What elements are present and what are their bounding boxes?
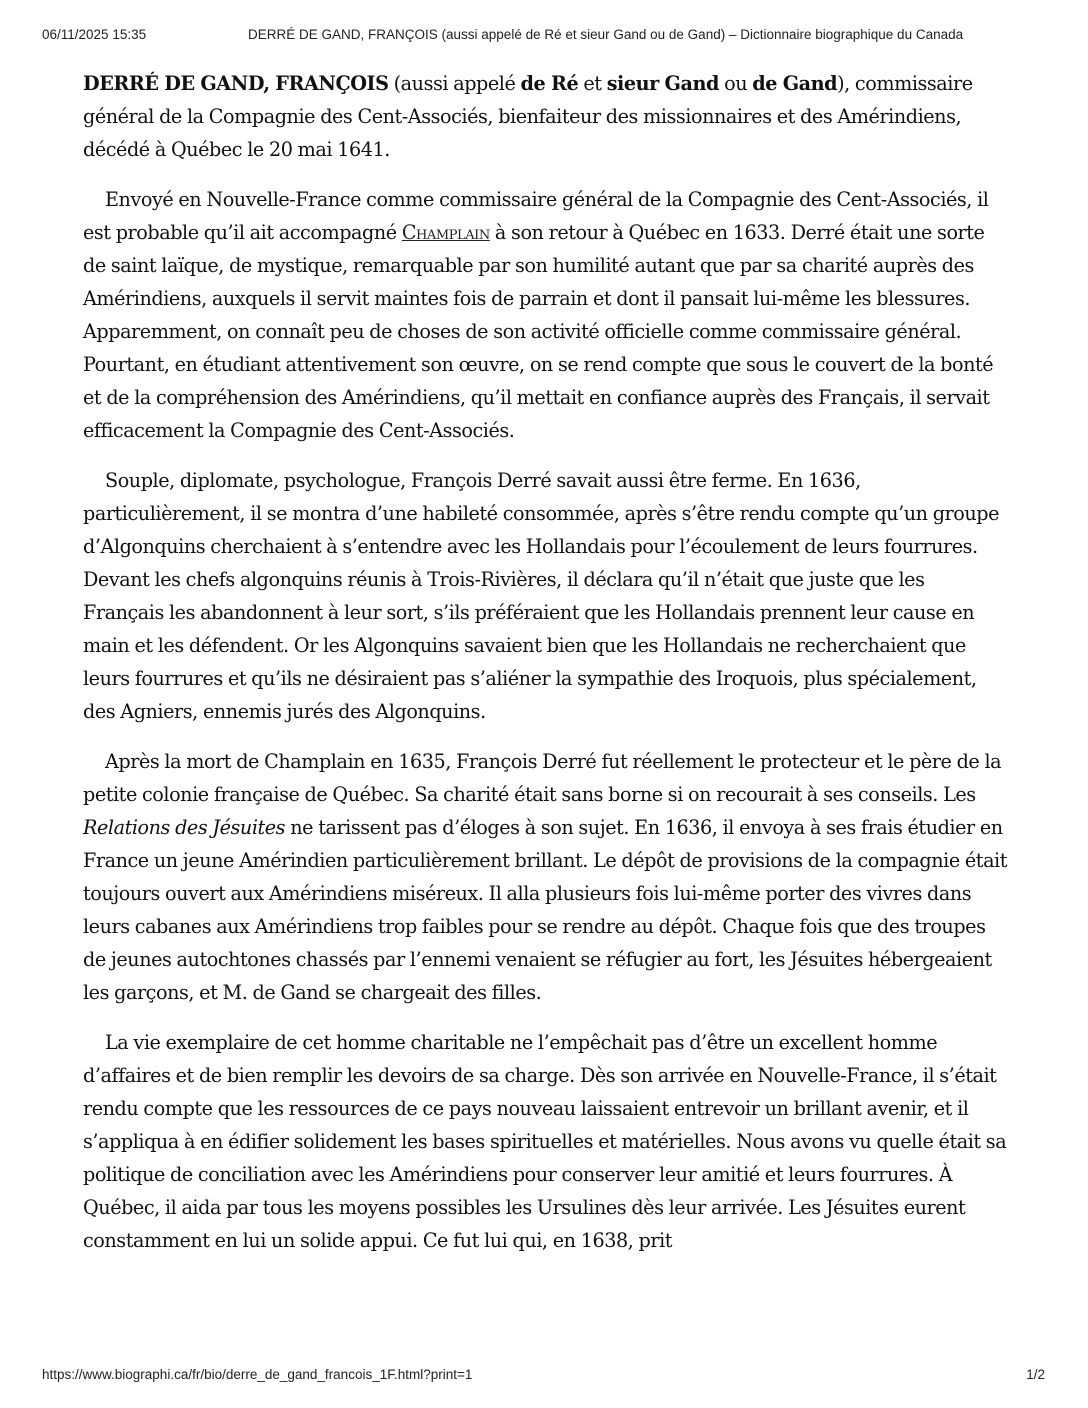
intro-paragraph [83,67,1008,166]
print-datetime: 06/11/2025 15:35 [42,27,147,42]
print-url: https://www.biographi.ca/fr/bio/derre_de_gand_francois_1F.html?print=1 [42,1367,473,1382]
body-paragraph-4: La vie exemplaire de cet homme charitable ne l’empêchait pas d’être un excellent homme d’affaires et de bien remplir les devoirs de sa charge. Dès son arrivée en Nouvelle-France, il s’était rendu compte que les ressources de ce pays nouveau laissaient entrevoir un brillant avenir, et il s’appliqua à en édifier solidement les bases spirituelles et matérielles. Nous avons vu quelle était sa politique de conciliation avec les Amérindiens pour conserver leur amitié et leurs fourrures. À Québec, il aida par tous les moyens possibles les Ursulines dès leur arrivée. Les Jésuites eurent constamment en lui un solide appui. Ce fut lui qui, en 1638, prit [83,1031,1007,1252]
body-paragraph-3 [83,745,1008,1009]
aka-open-text: (aussi appelé [388,72,521,95]
alias-separator: et [578,72,607,95]
paragraph-text: Envoyé en Nouvelle-France comme commissaire général de la Compagnie des Cent-Associés, il est probable qu’il ait accompagné [83,188,989,244]
alias-de-re: de Ré [520,72,579,95]
print-header [0,27,1088,45]
alias-de-gand: de Gand [752,72,838,95]
page-indicator: 1/2 [1026,1367,1045,1382]
body-paragraph-2: Souple, diplomate, psychologue, François Derré savait aussi être ferme. En 1636, particulièrement, il se montra d’une habileté consommée, après s’être rendu compte qu’un groupe d’Algonquins cherchaient à s’entendre avec les Hollandais pour l’écoulement de leurs fourrures. Devant les chefs algonquins réunis à Trois-Rivières, il déclara qu’il n’était que juste que les Français les abandonnent à leur sort, s’ils préféraient que les Hollandais prennent leur cause en main et les défendent. Or les Algonquins savaient bien que les Hollandais ne recherchaient que leurs fourrures et qu’ils ne désiraient pas s’aliéner la sympathie des Iroquois, plus spécialement, des Agniers, ennemis jurés des Algonquins. [83,469,999,723]
print-footer [0,1367,1088,1385]
subject-name: DERRÉ DE GAND, FRANÇOIS [83,72,389,95]
body-paragraph-1 [83,183,1008,447]
alias-sieur-gand: sieur Gand [606,72,719,95]
champlain-link[interactable]: Champlain [401,221,490,244]
print-page-title: DERRÉ DE GAND, FRANÇOIS (aussi appelé de Ré et sieur Gand ou de Gand) – Dictionnaire biographique du Canada [248,27,964,42]
intro-description: commissaire général de la Compagnie des Cent-Associés, bienfaiteur des missionnaires et des Amérindiens, décédé à Québec le 20 mai 1641. [83,72,973,161]
aka-close-text: ), [837,72,850,95]
alias-separator: ou [718,72,753,95]
paragraph-text: Après la mort de Champlain en 1635, François Derré fut réellement le protecteur et le père de la petite colonie française de Québec. Sa charité était sans borne si on recourait à ses conseils. Les [83,750,1002,806]
paragraph-text: à son retour à Québec en 1633. Derré était une sorte de saint laïque, de mystique, remarquable par son humilité autant que par sa charité auprès des Amérindiens, auxquels il servit maintes fois de parrain et dont il pansait lui-même les blessures. Apparemment, on connaît peu de choses de son activité officielle comme commissaire général. Pourtant, en étudiant attentivement son œuvre, on se rend compte que sous le couvert de la bonté et de la compréhension des Amérindiens, qu’il mettait en confiance auprès des Français, il servait efficacement la Compagnie des Cent-Associés. [83,221,994,442]
paragraph-text: ne tarissent pas d’éloges à son sujet. En 1636, il envoya à ses frais étudier en France un jeune Amérindien particulièrement brillant. Le dépôt de provisions de la compagnie était toujours ouvert aux Amérindiens miséreux. Il alla plusieurs fois lui-même porter des vivres dans leurs cabanes aux Amérindiens trop faibles pour se rendre au dépôt. Chaque fois que des troupes de jeunes autochtones chassés par l’ennemi venaient se réfugier au fort, les Jésuites hébergeaient les garçons, et M. de Gand se chargeait des filles. [83,816,1008,1004]
biography-article [83,67,1008,1274]
relations-des-jesuites-title: Relations des Jésuites [83,816,286,839]
